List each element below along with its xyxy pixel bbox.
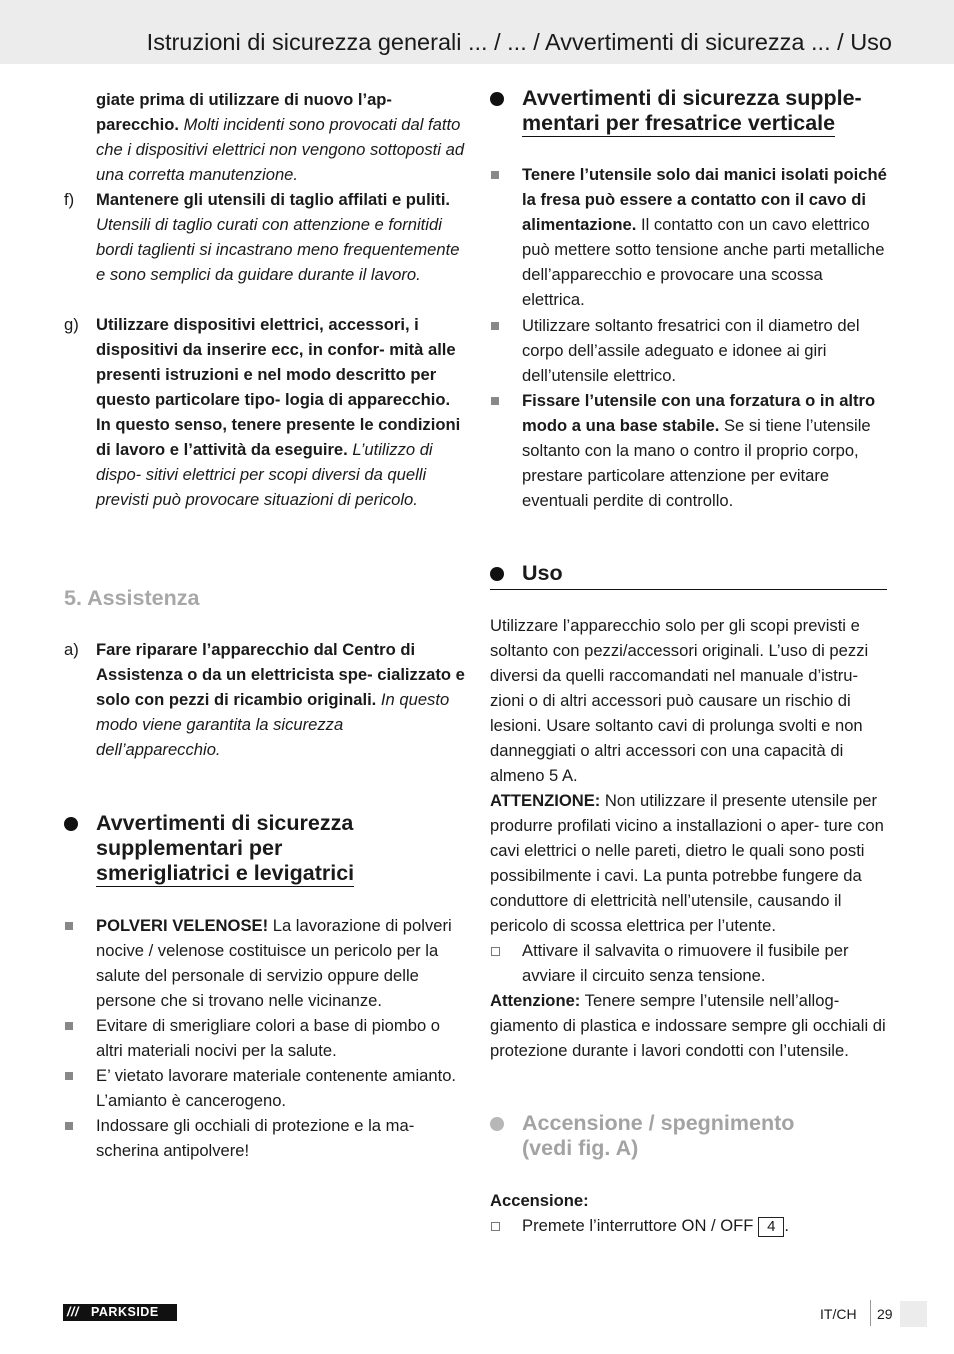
list-marker: f)	[64, 190, 75, 209]
heading-line: Avvertimenti di sicurezza	[96, 811, 354, 835]
item-text: La lavorazione di polveri nocive / velenose costituisce un pericolo per la salute del personale di servizio oppure delle persone che si trovano nelle vicinanze.	[96, 916, 452, 1010]
item-text: Evitare di smerigliare colori a base di piombo o altri materiali nocivi per la salute.	[96, 1016, 441, 1060]
bullet-dot-icon	[64, 817, 78, 831]
item-bold-text: Tenere l’utensile solo dai manici isolati poiché la fresa può essere a contatto con il cavo di alimentazione.	[522, 165, 887, 234]
item-text: Se si tiene l’utensile soltanto con la mano o contro il proprio corpo, prestare particolare attenzione per evitare eventuali perdite di controllo.	[522, 416, 871, 510]
footer-divider	[870, 1300, 871, 1326]
item-bold-text: Fissare l’utensile con una forzatura o in altro modo a una base stabile.	[522, 391, 876, 435]
attenzione-text: Non utilizzare il presente utensile per produrre profilati vicino a installazioni o aper- ture con cavi elettrici o nelle pareti, dietro le quali sono posti possibilmente i cavi. La punta potrebbe fungere da conduttore di elettricità nell’utensile, causando il pericolo di scossa elettrica per l’utente.	[490, 791, 884, 935]
item-text: E’ vietato lavorare materiale contenente amianto. L’amianto è cancerogeno.	[96, 1066, 457, 1110]
step-end: .	[784, 1216, 790, 1235]
continued-paragraph	[96, 87, 466, 187]
heading-uso	[490, 561, 890, 586]
list-item	[490, 388, 890, 513]
heading-line: smerigliatrici e levigatrici	[96, 861, 355, 885]
list-item	[64, 913, 466, 1013]
open-square-bullet-icon	[491, 1222, 500, 1231]
section-divider	[490, 589, 887, 590]
list-item-g	[64, 312, 466, 512]
item-bold-text: Fare riparare l’apparecchio dal Centro di Assistenza o da un elettricista spe- cializzato e solo con pezzi di ricambio originali.	[96, 640, 465, 709]
list-item	[490, 162, 890, 312]
attenzione-paragraph	[490, 788, 890, 938]
square-bullet-icon	[491, 322, 499, 330]
item-text: Il contatto con un cavo elettrico può mettere sotto tensione anche parti metalliche dell’apparecchio e provocare una scossa elettrica.	[522, 215, 885, 309]
list-item-a	[64, 637, 466, 762]
bullet-dot-icon	[490, 92, 504, 106]
item-bold-text: Utilizzare dispositivi elettrici, accessori, i dispositivi da inserire ecc, in confor- mità alle presenti istruzioni e nel modo descritto per questo particolare tipo- logia di apparecchio. In questo senso, tenere presente le condizioni di lavoro e l’attività da eseguire.	[96, 315, 461, 459]
item-text: Indossare gli occhiali di protezione e la ma- scherina antipolvere!	[96, 1116, 415, 1160]
item-bold-text: Mantenere gli utensili di taglio affilati e puliti.	[96, 190, 451, 209]
language-code: IT/CH	[820, 1306, 857, 1322]
square-bullet-icon	[491, 171, 499, 179]
continued-italic-text: Molti incidenti sono provocati dal fatto che i dispositivi elettrici non vengono sottoposti ad una corretta manutenzione.	[96, 115, 465, 184]
square-bullet-icon	[65, 1072, 73, 1080]
part-number-box: 4	[758, 1217, 784, 1237]
heading-smerigliatrici	[64, 811, 466, 887]
step-item	[490, 1213, 890, 1238]
list-item	[64, 1113, 466, 1163]
square-bullet-icon	[65, 1122, 73, 1130]
square-bullet-icon	[65, 1022, 73, 1030]
item-italic-text: Utensili di taglio curati con attenzione e fornitidi bordi taglienti si incastrano meno frequentemente e sono semplici da guidare durante il lavoro.	[96, 215, 460, 284]
list-item	[64, 1013, 466, 1063]
logo-slashes: ///	[67, 1305, 79, 1319]
heading-accensione	[490, 1111, 890, 1161]
list-item	[490, 313, 890, 388]
heading-fresatrice	[490, 86, 890, 137]
logo-text: PARKSIDE	[91, 1305, 159, 1319]
open-square-bullet-icon	[491, 947, 500, 956]
step-text: Attivare il salvavita o rimuovere il fusibile per avviare il circuito senza tensione.	[522, 941, 849, 985]
bullet-dot-icon	[490, 567, 504, 581]
list-marker: g)	[64, 315, 79, 334]
step-text: Premete l’interruttore ON / OFF	[522, 1216, 759, 1235]
square-bullet-icon	[491, 397, 499, 405]
heading-line: Accensione / spegnimento	[522, 1111, 795, 1135]
attenzione-text: Tenere sempre l’utensile nell’allog- giamento di plastica e indossare sempre gli occhiali di protezione durante i lavori condotti con l’utensile.	[490, 991, 886, 1060]
parkside-logo	[63, 1304, 177, 1321]
section-heading-assistenza: 5. Assistenza	[64, 586, 200, 610]
item-text: Utilizzare soltanto fresatrici con il diametro del corpo dell’assile adeguato e idonee ai giri dell’utensile elettrico.	[522, 316, 860, 385]
list-item-f	[64, 187, 466, 287]
square-bullet-icon	[65, 922, 73, 930]
step-item	[490, 938, 890, 988]
footer-tab	[900, 1301, 927, 1327]
heading-line: Avvertimenti di sicurezza supple-	[522, 86, 862, 110]
item-italic-text: In questo modo viene garantita la sicurezza dell’apparecchio.	[96, 690, 450, 759]
item-bold-text: POLVERI VELENOSE!	[96, 916, 269, 935]
heading-line: mentari per fresatrice verticale	[522, 111, 836, 135]
bullet-dot-icon	[490, 1117, 504, 1131]
page-number: 29	[877, 1306, 893, 1322]
list-marker: a)	[64, 640, 79, 659]
heading-line: Uso	[522, 561, 563, 585]
accensione-label: Accensione:	[490, 1191, 589, 1210]
heading-line: (vedi fig. A)	[522, 1136, 639, 1160]
attenzione-label: Attenzione:	[490, 991, 581, 1010]
page-header	[0, 0, 954, 64]
attenzione2-paragraph	[490, 988, 890, 1063]
list-item	[64, 1063, 466, 1113]
continued-bold-text: giate prima di utilizzare di nuovo l’ap- parecchio.	[96, 90, 392, 134]
attenzione-label: ATTENZIONE:	[490, 791, 601, 810]
heading-line: supplementari per	[96, 836, 283, 860]
uso-paragraph: Utilizzare l’apparecchio solo per gli scopi previsti e soltanto con pezzi/accessori originali. L’uso di pezzi diversi da quelli raccomandati nel manuale d’istru- zioni o di altri accessori può causare un rischio di lesioni. Usare soltanto cavi di prolunga svolti e non danneggiati o altri accessori con una capacità di almeno 5 A.	[490, 616, 869, 785]
page-title: Istruzioni di sicurezza generali ... / ... / Avvertimenti di sicurezza ... / Uso	[146, 29, 892, 55]
item-italic-text: L’utilizzo di dispo- sitivi elettrici per scopi diversi da quelli previsti può provocare situazioni di pericolo.	[96, 440, 433, 509]
